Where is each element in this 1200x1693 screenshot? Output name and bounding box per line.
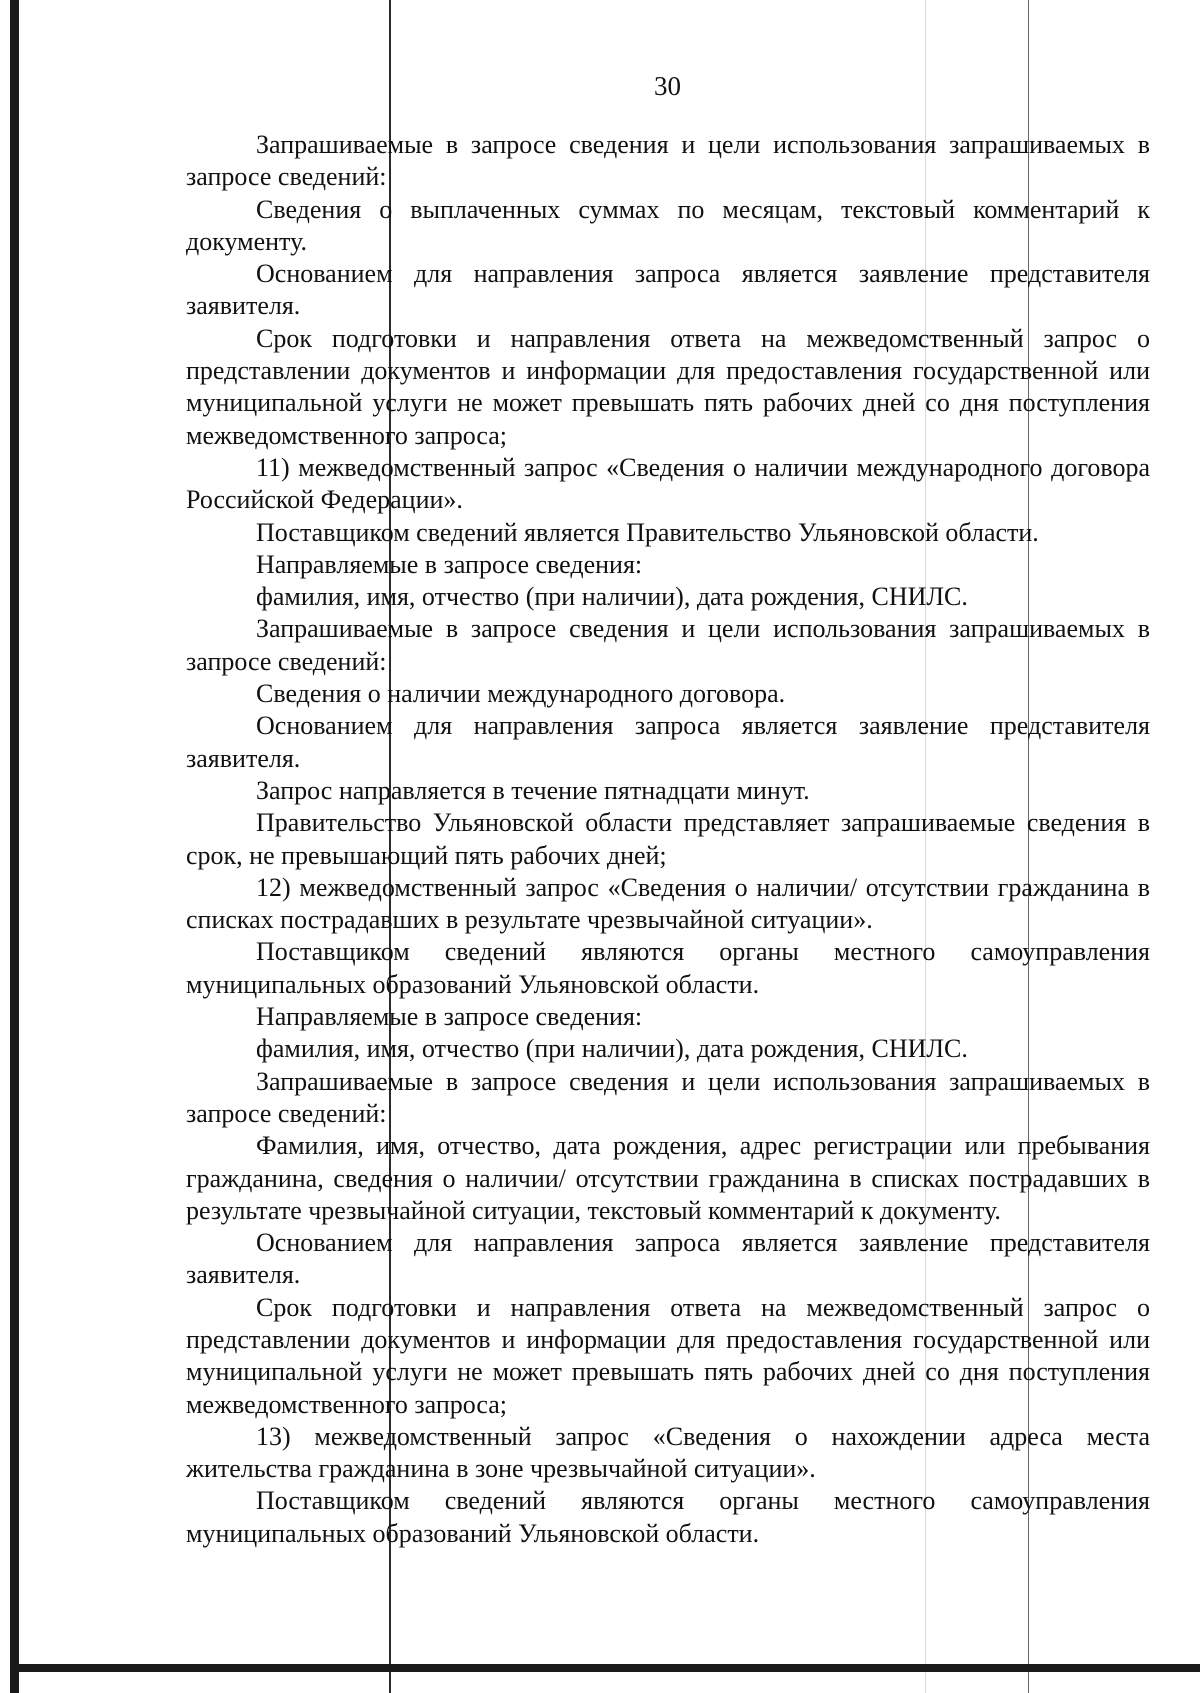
paragraph: Сведения о наличии международного договора. [256,679,786,709]
paragraph: Запрос направляется в течение пятнадцати минут. [256,775,810,805]
paragraph: 13) межведомственный запрос «Сведения о нахождении адреса места жительства гражданина в зоне чрезвычайной ситуации». [186,1421,1150,1484]
paragraph: Основанием для направления запроса является заявление представителя заявителя. [186,1228,1150,1290]
paragraph: фамилия, имя, отчество (при наличии), дата рождения, СНИЛС. [256,1034,968,1064]
paragraph: Сведения о выплаченных суммах по месяцам, текстовый комментарий к документу. [186,194,1150,256]
page-number: 30 [654,71,681,101]
paragraph: Запрашиваемые в запросе сведения и цели использования запрашиваемых в запросе сведений: [186,130,1150,192]
paragraph: Направляемые в запросе сведения: [256,1002,643,1032]
paragraph: Поставщиком сведений является Правительство Ульяновской области. [256,517,1039,547]
paragraph: Основанием для направления запроса является заявление представителя заявителя. [186,259,1150,321]
paragraph: Запрашиваемые в запросе сведения и цели использования запрашиваемых в запросе сведений: [186,614,1150,676]
document-text [186,129,1150,1550]
scan-edge-bottom [10,1664,1200,1672]
paragraph: Поставщиком сведений являются органы местного самоуправления муниципальных образований Ульяновской области. [186,937,1150,999]
paragraph: 12) межведомственный запрос «Сведения о наличии/ отсутствии гражданина в списках пострадавших в результате чрезвычайной ситуации». [186,872,1150,935]
paragraph: Фамилия, имя, отчество, дата рождения, адрес регистрации или пребывания гражданина, сведения о наличии/ отсутствии гражданина в списках пострадавших в результате чрезвычайной ситуации, текстовый комментарий к документу. [186,1131,1150,1225]
paragraph: Поставщиком сведений являются органы местного самоуправления муниципальных образований Ульяновской области. [186,1486,1150,1548]
paragraph: Основанием для направления запроса является заявление представителя заявителя. [186,711,1150,773]
paragraph: Направляемые в запросе сведения: [256,549,643,579]
paragraph: фамилия, имя, отчество (при наличии), дата рождения, СНИЛС. [256,582,968,612]
scan-edge-left [10,0,19,1693]
paragraph: Срок подготовки и направления ответа на межведомственный запрос о представлении документов и информации для предоставления государственной или муниципальной услуги не может превышать пять рабочих дней со дня поступления межведомственного запроса; [186,323,1150,450]
paragraph: Правительство Ульяновской области представляет запрашиваемые сведения в срок, не превышающий пять рабочих дней; [186,808,1150,870]
paragraph: Запрашиваемые в запросе сведения и цели использования запрашиваемых в запросе сведений: [186,1066,1150,1128]
paragraph: 11) межведомственный запрос «Сведения о наличии международного договора Российской Федерации». [186,452,1150,515]
paragraph: Срок подготовки и направления ответа на межведомственный запрос о представлении документов и информации для предоставления государственной или муниципальной услуги не может превышать пять рабочих дней со дня поступления межведомственного запроса; [186,1292,1150,1419]
